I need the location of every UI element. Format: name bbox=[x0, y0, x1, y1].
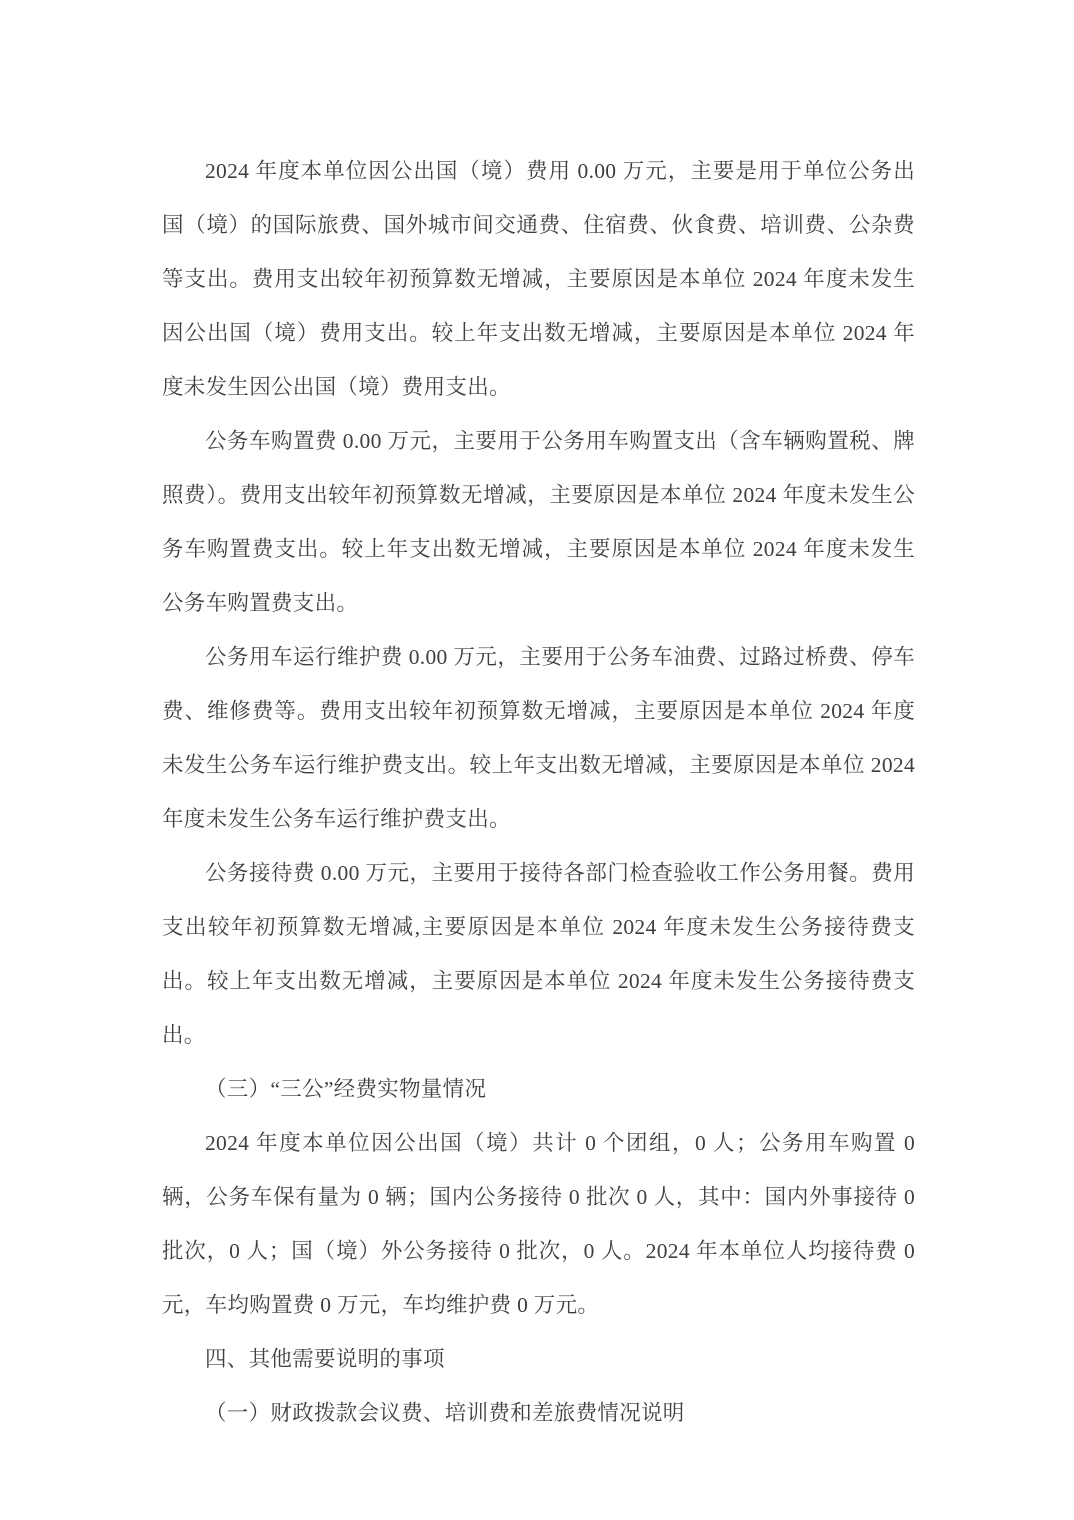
heading-section-three-physical-quantity: （三）“三公”经费实物量情况 bbox=[205, 1077, 487, 1101]
heading-section-four-other-matters: 四、其他需要说明的事项 bbox=[205, 1347, 445, 1371]
document-page bbox=[162, 144, 915, 1440]
paragraph-vehicle-purchase-expense: 公务车购置费 0.00 万元，主要用于公务用车购置支出（含车辆购置税、牌照费）。费用支出较年初预算数无增减，主要原因是本单位 2024 年度未发生公务车购置费支出。较上年支出数无增减，主要原因是本单位 2024 年度未发生公务车购置费支出。 bbox=[162, 429, 915, 615]
paragraph-vehicle-operation-expense: 公务用车运行维护费 0.00 万元，主要用于公务车油费、过路过桥费、停车费、维修费等。费用支出较年初预算数无增减，主要原因是本单位 2024 年度未发生公务车运行维护费支出。较上年支出数无增减，主要原因是本单位 2024 年度未发生公务车运行维护费支出。 bbox=[162, 645, 915, 831]
paragraph-overseas-travel-expense: 2024 年度本单位因公出国（境）费用 0.00 万元，主要是用于单位公务出国（境）的国际旅费、国外城市间交通费、住宿费、伙食费、培训费、公杂费等支出。费用支出较年初预算数无增减，主要原因是本单位 2024 年度未发生因公出国（境）费用支出。较上年支出数无增减，主要原因是本单位 2024 年度未发生因公出国（境）费用支出。 bbox=[162, 159, 915, 399]
paragraph-official-reception-expense: 公务接待费 0.00 万元，主要用于接待各部门检查验收工作公务用餐。费用支出较年初预算数无增减,主要原因是本单位 2024 年度未发生公务接待费支出。较上年支出数无增减，主要原因是本单位 2024 年度未发生公务接待费支出。 bbox=[162, 861, 915, 1047]
paragraph-physical-quantity-detail: 2024 年度本单位因公出国（境）共计 0 个团组，0 人；公务用车购置 0 辆，公务车保有量为 0 辆；国内公务接待 0 批次 0 人，其中：国内外事接待 0 批次，0 人；国（境）外公务接待 0 批次，0 人。2024 年本单位人均接待费 0 元，车均购置费 0 万元，车均维护费 0 万元。 bbox=[162, 1131, 915, 1317]
heading-subsection-one-meeting-training-travel: （一）财政拨款会议费、培训费和差旅费情况说明 bbox=[205, 1401, 685, 1425]
